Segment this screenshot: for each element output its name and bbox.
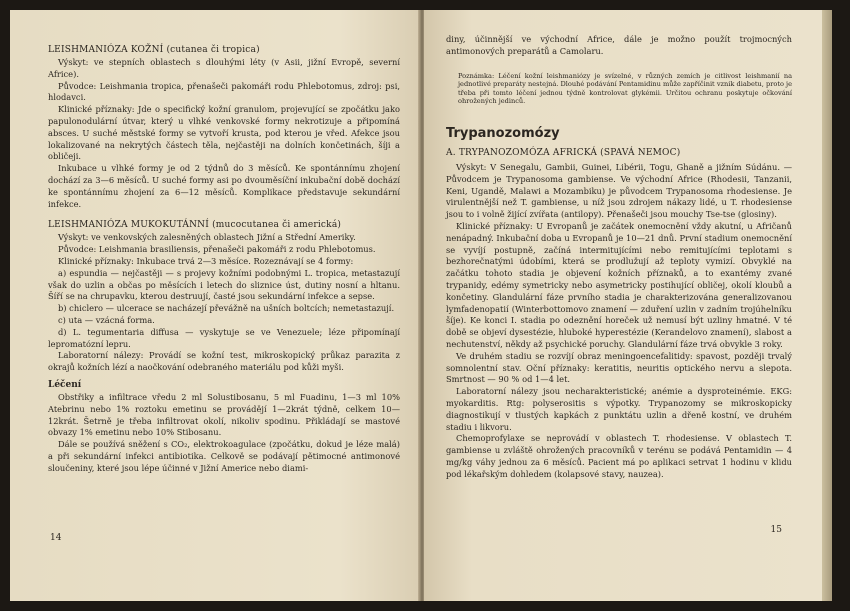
paragraph: Ve druhém stadiu se rozvíjí obraz meningoencefalitidy: spavost, později trvalý somnolentní stav. Oční příznaky: keratitis, neuritis optického nervu a slepota. Smrtnost — 90 % od 1—4 let.	[446, 350, 792, 385]
paragraph: Výskyt: V Senegalu, Gambii, Guinei, Libérii, Togu, Ghaně a jižním Súdánu. — Původcem je Trypanosoma gambiense. Ve východní Africe (Rhodesii, Tanzanii, Keni, Ugandě, Malawi a Mozambiku) je původcem Trypanosoma rhodesiense. Je virulentnější než T. gambiense, u níž jsou zdrojem nákazy lidé, u T. rhodesiense jsou to i volně žijící zvířata (antilopy). Přenašeči jsou mouchy Tse-tse (glosiny).	[446, 161, 792, 220]
list-item: b) chiclero — ulcerace se nacházejí převážně na ušních boltcích; nemetastazují.	[58, 303, 395, 314]
left-page	[10, 10, 422, 601]
page-number: 15	[770, 525, 782, 535]
paragraph: Původce: Leishmania tropica, přenašeči pakomáři rodu Phlebotomus, zdroj: psi, hlodavci.	[48, 80, 400, 103]
paragraph: Chemoprofylaxe se neprovádí v oblastech T. rhodesiense. V oblastech T. gambiense u zvláště ohrožených pracovníků v terénu se podává Pentamidin — 4 mg/kg váhy jednou za 6 měsíců. Pacient má po aplikaci setrvat 1 hodinu v klidu pod lékařským dohledem (kolapsové stavy, nauzea).	[446, 433, 792, 479]
paragraph: Laboratorní nálezy: Provádí se kožní test, mikroskopický průkaz parazita z okrajů kožních lézí a naočkování odebraného materiálu pod kůži myši.	[48, 350, 400, 373]
paragraph: diny, účinnější ve východní Africe, dále je možno použít trojmocných antimonových preparátů a Camolaru.	[446, 34, 792, 56]
paragraph: Laboratorní nálezy jsou necharakteristické; anémie a dysproteinémie. EKG: myokarditis. Rtg: polyserositis s výpotky. Trypanozomy se mikroskopicky diagnostikují v tlustých kapkách z punktátu uzlin a dřeně kostní, ve druhém stadiu i likvoru.	[446, 386, 792, 432]
note: Poznámka: Léčení kožní leishmaniózy je svízelné, v různých zemích je citlivost leishmanií na jednotlivé preparáty nestejná. Dlouhé podávání Pentamidinu může zapříčinit vznik diabetu, proto je třeba při tomto léčení jednou týdně kontrolovat glykémii. Určitou ochranu poskytuje očkování ohrožených jedinců.	[458, 71, 792, 106]
section-heading: A. TRYPANOZOMÓZA AFRICKÁ (SPAVÁ NEMOC)	[446, 147, 681, 158]
section-heading: LEISHMANIÓZA KOŽNÍ (cutanea či tropica)	[48, 45, 260, 55]
paragraph: Původce: Leishmania brasiliensis, přenašeči pakomáři z rodu Phlebotomus.	[58, 244, 376, 255]
paragraph: Inkubace u vlhké formy je od 2 týdnů do 3 měsíců. Ke spontánnímu zhojení dochází za 3—6 měsíců. U suché formy asi po dvouměsíční inkubační době dochází ke spontánnímu zhojení za 6—12 měsíců. Komplikace představuje sekundární infekce.	[48, 163, 400, 209]
list-item: c) uta — vzácná forma.	[58, 314, 155, 325]
paragraph: Výskyt: ve stepních oblastech s dlouhými léty (v Asii, jižní Evropě, severní Africe).	[48, 57, 400, 79]
paragraph: Klinické příznaky: Jde o specifický kožní granulom, projevující se zpočátku jako papulonodulární útvar, který u vlhké venkovské formy nekrotizuje a připomíná absces. U suché městské formy se vytvoří krusta, pod kterou je vřed. Afekce jsou lokalizované na nekrytých částech těla, nejčastěji na dolních končetinách, šíji a obličeji.	[48, 104, 400, 162]
right-page	[424, 10, 822, 601]
section-title: Trypanozomózy	[446, 125, 560, 141]
list-item: d) L. tegumentaria diffusa — vyskytuje se ve Venezuele; léze připomínají lepromatózní lepru.	[48, 326, 400, 349]
paragraph: Dále se používá sněžení s CO₂, elektrokoagulace (zpočátku, dokud je léze malá) a při sekundární infekci antibiotika. Celkově se podávají pětimocné antimonové sloučeniny, které jsou lépe účinné v Jižní Americe nebo diami-	[48, 439, 400, 473]
section-heading: LEISHMANIÓZA MUKOKUTÁNNÍ (mucocutanea či americká)	[48, 220, 342, 231]
paragraph: Klinické příznaky: U Evropanů je začátek onemocnění vždy akutní, u Afričanů nenápadný. Inkubační doba u Evropanů je 10—21 dnů. První stadium onemocnění se vyvíjí postupně, začíná intermitujícími nebo remitujícími teplotami s bezhorečnatými údobími, která se prodlužují až teploty vymizí. Obvyklé na začátku tohoto stadia je objevení kožních příznaků, a to exantémy zvané trypanidy, edémy symetricky nebo asymetricky postihující obličej, okolí kloubů a končetiny. Glandulární fáze prvního stadia je charakterizována generalizovanou lymfadenopatií (Winterbottomovo znamení — zduření uzlin v zadním trojúhelníku šíje). Ke konci I. stadia po odeznění horeček už nemusí být uzliny hmatné. V té době se objeví dysestézie, hluboké hyperestézie (Kerandelovo znamení), slabost a nechutenství, někdy až psychické poruchy. Glandulární fáze trvá obvykle 3 roky.	[446, 220, 792, 349]
paragraph: Výskyt: ve venkovských zalesněných oblastech Jižní a Střední Ameriky.	[58, 232, 356, 243]
list-item: a) espundia — nejčastěji — s projevy kožními podobnými L. tropica, metastazují však do uzlin a občas po měsících i letech do sliznice úst, dutiny nosní a hltanu. Šíří se na chrupavku, kterou destruují, časté jsou sekundární infekce a sepse.	[48, 267, 400, 302]
page-edge	[822, 10, 832, 601]
paragraph: Obstřiky a infiltrace vředu 2 ml Solustibosanu, 5 ml Fuadinu, 1—3 ml 10% Atebrinu nebo 1% roztoku emetinu se provádějí 1—2krát týdně, celkem 10—12krát. Šetrně je třeba infiltrovat okolí, nikoliv spodinu. Přikládají se mastové obvazy 1% emetinu nebo 10% Stibosanu.	[48, 391, 400, 438]
subheading: Léčení	[48, 379, 82, 390]
paragraph: Klinické příznaky: Inkubace trvá 2—3 měsíce. Rozeznávají se 4 formy:	[58, 255, 354, 266]
page-number: 14	[50, 533, 62, 543]
